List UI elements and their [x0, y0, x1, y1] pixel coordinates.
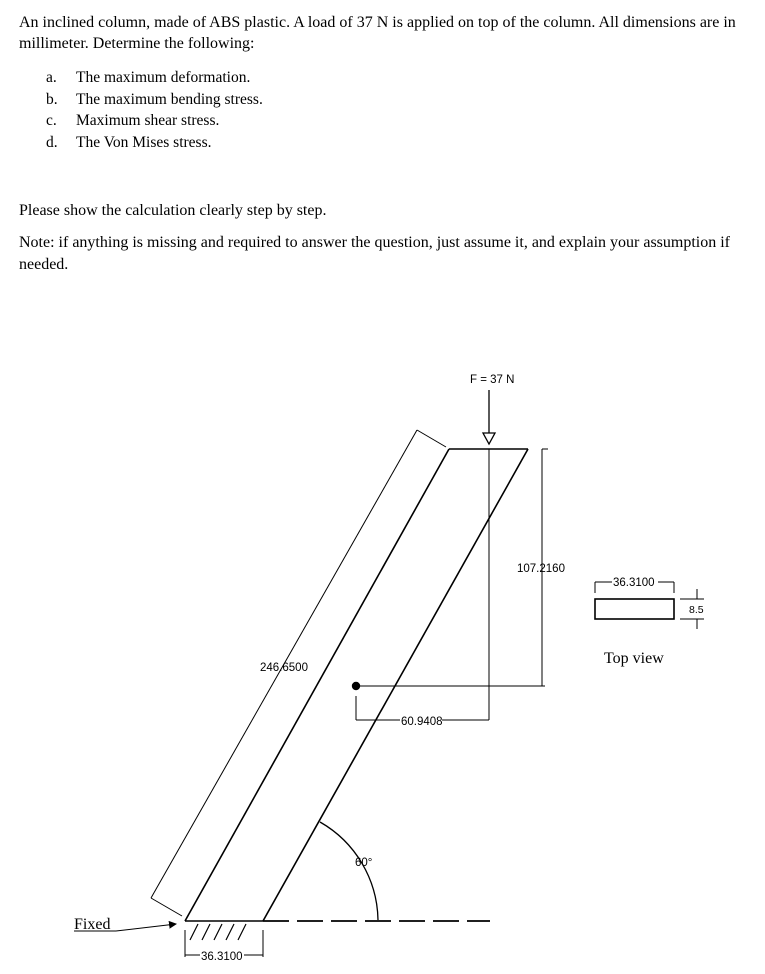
cross-section-rect [595, 599, 674, 619]
load-label: F = 37 N [470, 374, 515, 386]
base-width-label: 36.3100 [201, 951, 243, 963]
question-text: Maximum shear stress. [76, 112, 220, 129]
assumption-note: Note: if anything is missing and required to answer the question, just assume it, and explain your assumption if needed. [19, 234, 730, 273]
hatch-line [238, 924, 246, 940]
hatch-line [226, 924, 234, 940]
hatch-line [214, 924, 222, 940]
fixed-pointer-arrow [116, 924, 176, 931]
fixed-support-hatch [190, 924, 246, 940]
question-text: The maximum bending stress. [76, 90, 263, 108]
angle-label: 60° [355, 857, 373, 869]
calculation-request: Please show the calculation clearly step by step. [19, 202, 327, 219]
question-letter: c. [46, 112, 57, 129]
column-right-edge [263, 449, 528, 921]
question-text: The Von Mises stress. [76, 133, 212, 151]
load-arrow [483, 390, 495, 444]
angle-arc [320, 822, 378, 920]
hatch-line [202, 924, 210, 940]
hatch-line [190, 924, 198, 940]
fixed-label: Fixed [74, 916, 111, 933]
problem-intro: An inclined column, made of ABS plastic. A load of 37 N is applied on top of the column. All dimensions are in millimeter. Determine the following: [19, 14, 736, 52]
top-view [595, 576, 706, 667]
question-letter: a. [46, 69, 57, 86]
thickness-label: 8.5 [689, 604, 704, 616]
length-label: 246.6500 [260, 662, 308, 674]
top-view-width-label: 36.3100 [613, 577, 655, 589]
question-text: The maximum deformation. [76, 69, 251, 86]
top-view-caption: Top view [604, 650, 664, 667]
question-letter: d. [46, 133, 58, 151]
question-letter: b. [46, 90, 58, 108]
length-extension-top [417, 430, 446, 447]
length-extension-bottom [151, 898, 182, 916]
reference-point [352, 682, 360, 690]
column-left-edge [185, 449, 449, 921]
height-label: 107.2160 [517, 563, 565, 575]
offset-label: 60.9408 [401, 716, 443, 728]
load-arrow-head [483, 433, 495, 444]
